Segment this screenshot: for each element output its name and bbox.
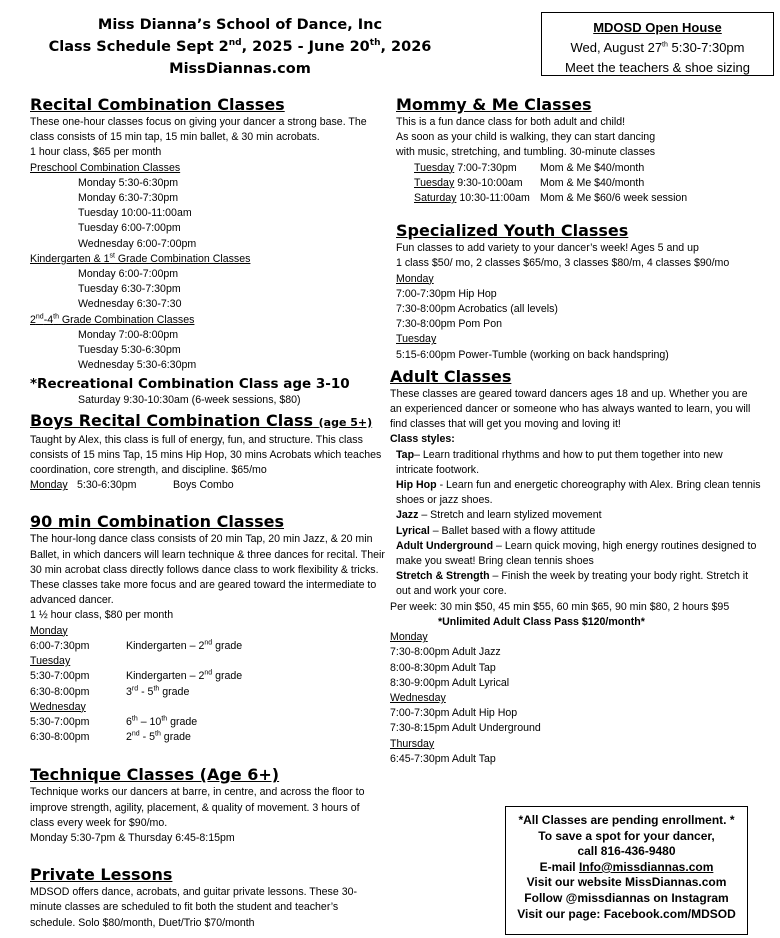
left-column — [30, 95, 385, 931]
mommy-sessions — [396, 161, 761, 207]
ninety-monday: Monday — [30, 624, 68, 637]
list-item: 7:00-7:30pm Adult Hip Hop — [390, 707, 518, 720]
boys-body: Taught by Alex, this class is full of energy, fun, and structure. This class consists of 15 mins Tap, 15 mins Hip Hop, 30 mins Acrobats which teaches coordination, core strength, and discipline. $65/mo — [30, 433, 382, 477]
private-heading: Private Lessons — [30, 865, 173, 885]
boys-age: (age 5+) — [318, 415, 373, 429]
ninety-heading: 90 min Combination Classes — [30, 512, 285, 532]
list-item: 6:45-7:30pm Adult Tap — [390, 752, 496, 765]
style-name: Tap — [396, 448, 415, 461]
email-label: E-mail — [539, 859, 579, 874]
schedule-dates-source — [0, 0, 1, 1]
style-desc: – Learn traditional rhythms and how to put them together into new intricate footwork. — [396, 448, 723, 476]
list-item — [414, 176, 761, 191]
ninety-price: 1 ½ hour class, $80 per month — [30, 609, 174, 622]
adult-styles-label: Class styles: — [390, 433, 455, 446]
enrollment-note: *All Classes are pending enrollment. * — [518, 813, 735, 827]
list-item: 7:30-8:00pm Adult Jazz — [390, 646, 501, 659]
row-time: 5:30-7:00pm — [30, 670, 90, 683]
table-row — [30, 715, 385, 730]
table-row — [30, 685, 385, 700]
table-row — [30, 669, 385, 684]
list-item: Wednesday 6:00-7:00pm — [78, 237, 197, 250]
style-name: Stretch & Strength — [396, 570, 490, 583]
youth-prices: 1 class $50/ mo, 2 classes $65/mo, 3 classes $80/m, 4 classes $90/mo — [396, 257, 730, 270]
mommy-line: This is a fun dance class for both adult and child! — [396, 116, 626, 128]
open-house-note: Meet the teachers & shoe sizing — [565, 60, 750, 75]
adult-unlimited: *Unlimited Adult Class Pass $120/month* — [438, 615, 645, 628]
mommy-heading: Mommy & Me Classes — [396, 95, 592, 114]
technique-body: Technique works our dancers at barre, in centre, and across the floor to improve strength, agility, placement, & quality of movement. 3 hours of class every week for $90/mo. — [30, 786, 365, 829]
boys-heading — [30, 411, 385, 433]
style-desc: – Ballet based with a flowy attitude — [432, 524, 596, 537]
adult-intro: These classes are geared toward dancers ages 18 and up. Whether you are an experienced dancer or someone who has always wanted to learn, you will find classes that will get you moving and loving it! — [390, 387, 751, 431]
open-house-box — [541, 12, 774, 76]
list-item: 7:30-8:00pm Acrobatics (all levels) — [396, 303, 558, 316]
recital-intro: These one-hour classes focus on giving your dancer a strong base. The class consists of 15 min tap, 15 min ballet, & 30 min acrobats. — [30, 116, 367, 144]
youth-intro: Fun classes to add variety to your dancer’s week! Ages 5 and up — [396, 242, 699, 255]
adult-styles — [390, 448, 761, 600]
table-row — [30, 730, 385, 745]
right-column — [390, 95, 761, 767]
style-item — [396, 539, 761, 569]
row-time: 5:30-7:00pm — [30, 715, 90, 728]
row-grade: Kindergarten – 2nd grade — [126, 669, 243, 683]
adult-wednesday: Wednesday — [390, 691, 446, 704]
boys-class: Boys Combo — [173, 479, 234, 492]
adult-section — [390, 367, 761, 767]
ninety-tuesday: Tuesday — [30, 655, 71, 668]
list-item: Tuesday 6:00-7:00pm — [78, 222, 181, 235]
list-item: 5:15-6:00pm Power-Tumble (working on back handspring) — [396, 348, 669, 361]
k1-label: Kindergarten & 1st Grade Combination Classes — [30, 252, 251, 265]
style-name: Adult Underground — [396, 539, 494, 552]
email-link[interactable]: Info@missdiannas.com — [578, 859, 714, 874]
list-item: Wednesday 6:30-7:30 — [78, 298, 182, 311]
list-item: 7:00-7:30pm Hip Hop — [396, 287, 497, 300]
list-item: Monday 6:30-7:30pm — [78, 192, 179, 205]
session-desc: Mom & Me $40/month — [540, 161, 645, 174]
contact-box — [505, 806, 748, 935]
technique-heading: Technique Classes (Age 6+) — [30, 765, 280, 785]
style-desc: – Learn quick moving, high energy routines designed to make you sweat! Bring clean tennis shoes — [396, 539, 757, 568]
session-day: Tuesday — [414, 161, 455, 174]
boys-day: Monday — [30, 479, 68, 492]
boys-section — [30, 411, 385, 494]
school-name: Miss Dianna’s School of Dance, Inc — [97, 17, 383, 33]
style-desc: – Finish the week by treating your body right. Stretch it out and work your core. — [396, 570, 749, 598]
ninety-wednesday: Wednesday — [30, 700, 86, 713]
list-item: Monday 5:30-6:30pm — [78, 176, 179, 189]
grade-sources — [30, 745, 31, 746]
g24-list — [30, 328, 385, 374]
style-item — [396, 524, 761, 539]
list-item: Tuesday 6:30-7:30pm — [78, 283, 181, 296]
website-line[interactable]: Visit our website MissDiannas.com — [526, 875, 727, 890]
boys-schedule — [30, 478, 385, 493]
adult-per-week: Per week: 30 min $50, 45 min $55, 60 min $65, 90 min $80, 2 hours $95 — [390, 600, 730, 613]
private-body: MDSOD offers dance, acrobats, and guitar private lessons. These 30-minute classes are scheduled to fit both the student and teacher’s schedule. Solo $80/month, Duet/Trio $70/month — [30, 886, 358, 929]
list-item: 7:30-8:15pm Adult Underground — [390, 722, 541, 735]
recreational-time: Saturday 9:30-10:30am (6-week sessions, $80) — [78, 394, 301, 407]
technique-section — [30, 765, 385, 846]
row-grade: Kindergarten – 2nd grade — [126, 639, 243, 652]
list-item: Monday 7:00-8:00pm — [78, 328, 179, 341]
preschool-label: Preschool Combination Classes — [30, 161, 181, 174]
recreational-heading: *Recreational Combination Class age 3-10 — [30, 376, 350, 393]
instagram-line[interactable]: Follow @missdiannas on Instagram — [524, 890, 729, 905]
recital-price: 1 hour class, $65 per month — [30, 146, 162, 159]
youth-tuesday: Tuesday — [396, 333, 437, 346]
style-desc: – Stretch and learn stylized movement — [421, 509, 602, 522]
style-item — [396, 478, 761, 508]
list-item: 7:30-8:00pm Pom Pon — [396, 318, 502, 331]
row-grade: 2nd - 5th grade — [126, 730, 191, 744]
session-day: Tuesday — [414, 176, 455, 189]
style-item — [396, 569, 761, 599]
youth-heading: Specialized Youth Classes — [396, 221, 629, 241]
list-item: Wednesday 5:30-6:30pm — [78, 359, 197, 372]
style-name: Jazz — [396, 509, 419, 522]
list-item — [414, 191, 761, 206]
k1-list — [30, 267, 385, 313]
youth-section — [396, 221, 761, 363]
adult-body — [390, 387, 761, 767]
recital-heading: Recital Combination Classes — [30, 95, 285, 114]
row-time: 6:30-8:00pm — [30, 685, 90, 698]
open-house-date-source — [0, 0, 1, 1]
style-item — [396, 448, 761, 478]
list-item: Tuesday 5:30-6:30pm — [78, 344, 181, 357]
ninety-body: The hour-long dance class consists of 20 min Tap, 20 min Jazz, & 20 min Ballet, in which dancers will learn technique & three dances for recital. Their 30 min acrobat class directly follows dance class to work flexibility & tricks. These classes take more focus and are geared toward the intermediate to advanced dancer. — [30, 533, 385, 607]
preschool-list — [30, 176, 385, 252]
schedule-dates: Class Schedule Sept 2nd, 2025 - June 20th, 2026 — [48, 38, 432, 55]
header — [0, 14, 480, 80]
list-item: Monday 6:00-7:00pm — [78, 268, 179, 281]
list-item: Tuesday 10:00-11:00am — [78, 207, 192, 220]
session-time: 10:30-11:00am — [456, 192, 530, 205]
mommy-section — [396, 95, 761, 206]
table-row — [30, 639, 385, 654]
technique-times: Monday 5:30-7pm & Thursday 6:45-8:15pm — [30, 831, 235, 844]
ninety-section — [30, 512, 385, 745]
session-desc: Mom & Me $40/month — [540, 176, 645, 189]
recital-section — [30, 95, 385, 409]
phone-number[interactable]: call 816-436-9480 — [577, 844, 676, 859]
session-desc: Mom & Me $60/6 week session — [540, 192, 688, 205]
save-spot-note: To save a spot for your dancer, — [538, 828, 715, 843]
session-day: Saturday — [414, 192, 457, 205]
list-item: 8:00-8:30pm Adult Tap — [390, 661, 496, 674]
style-item — [396, 508, 761, 523]
row-grade: 3rd - 5th grade — [126, 684, 190, 698]
private-section — [30, 865, 385, 931]
list-item: 8:30-9:00pm Adult Lyrical — [390, 676, 510, 689]
youth-monday: Monday — [396, 272, 434, 285]
open-house-date: Wed, August 27th 5:30-7:30pm — [570, 40, 745, 55]
list-item — [414, 161, 761, 176]
row-time: 6:30-8:00pm — [30, 731, 90, 744]
open-house-title: MDOSD Open House — [593, 20, 722, 35]
g24-label: 2nd-4th Grade Combination Classes — [30, 313, 195, 326]
adult-heading: Adult Classes — [390, 366, 512, 386]
boys-heading-text: Boys Recital Combination Class — [30, 410, 314, 430]
facebook-line[interactable]: Visit our page: Facebook.com/MDSOD — [517, 906, 736, 921]
session-time: 7:00-7:30pm — [454, 161, 517, 174]
website-title[interactable]: MissDiannas.com — [169, 61, 311, 77]
adult-monday: Monday — [390, 631, 428, 644]
email-line — [506, 860, 747, 876]
style-name: Hip Hop — [396, 479, 437, 492]
row-time: 6:00-7:30pm — [30, 639, 90, 652]
row-grade: 6th – 10th grade — [126, 715, 198, 728]
session-time: 9:30-10:00am — [454, 176, 523, 189]
adult-thursday: Thursday — [390, 737, 435, 750]
style-name: Lyrical — [396, 524, 430, 537]
mommy-line: As soon as your child is walking, they can start dancing — [396, 131, 656, 144]
mommy-line: with music, stretching, and tumbling. 30-minute classes — [396, 146, 656, 159]
style-desc: - Learn fun and energetic choreography with Alex. Bring clean tennis shoes or jazz shoes. — [396, 479, 761, 507]
boys-time: 5:30-6:30pm — [77, 479, 137, 492]
